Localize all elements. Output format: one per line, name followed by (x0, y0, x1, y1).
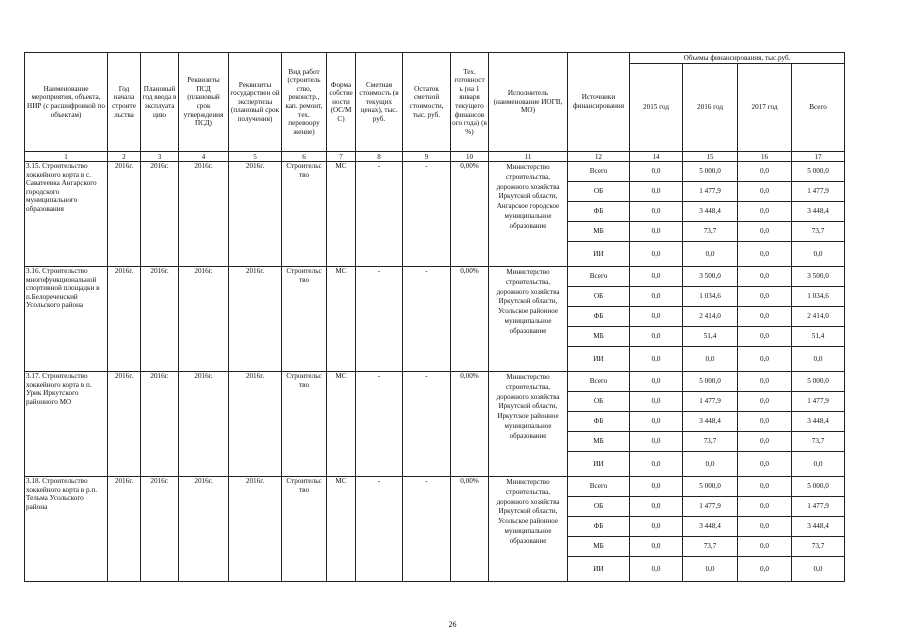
amount-total: 1 477,9 (792, 182, 845, 202)
funding-source: ФБ (568, 517, 630, 537)
amount-2016: 0,0 (683, 347, 738, 372)
column-number: 11 (489, 152, 568, 162)
amount-2016: 73,7 (683, 222, 738, 242)
item-work-type: Строительс тво (282, 162, 327, 267)
amount-total: 0,0 (792, 347, 845, 372)
amount-2017: 0,0 (738, 267, 792, 287)
page-number: 26 (448, 620, 457, 629)
item-estimated-cost: - (356, 477, 403, 582)
amount-2015: 0,0 (630, 557, 683, 582)
funding-source: ИИ (568, 452, 630, 477)
amount-2015: 0,0 (630, 497, 683, 517)
amount-2017: 0,0 (738, 222, 792, 242)
item-readiness: 0,00% (451, 477, 489, 582)
amount-2017: 0,0 (738, 372, 792, 392)
header-readiness: Тех. готовност ь (на 1 января текущего финансов ого года) (в %) (451, 53, 489, 152)
amount-total: 1 477,9 (792, 392, 845, 412)
column-number: 10 (451, 152, 489, 162)
item-psd: 2016г. (179, 267, 229, 372)
amount-total: 0,0 (792, 557, 845, 582)
amount-total: 2 414,0 (792, 307, 845, 327)
column-number: 12 (568, 152, 630, 162)
funding-source: Всего (568, 477, 630, 497)
amount-2015: 0,0 (630, 202, 683, 222)
column-number: 17 (792, 152, 845, 162)
item-start-year: 2016г. (108, 477, 141, 582)
amount-2017: 0,0 (738, 497, 792, 517)
funding-source: ОБ (568, 182, 630, 202)
item-work-type: Строительс тво (282, 267, 327, 372)
amount-2016: 1 477,9 (683, 182, 738, 202)
amount-2017: 0,0 (738, 537, 792, 557)
table-row (25, 477, 845, 497)
document-sheet (24, 52, 844, 582)
column-number: 15 (683, 152, 738, 162)
column-number: 2 (108, 152, 141, 162)
column-number: 9 (403, 152, 451, 162)
funding-source: МБ (568, 222, 630, 242)
header-estimated-cost: Сметная стоимость (в текущих ценах), тыс. руб. (356, 53, 403, 152)
item-remaining-cost: - (403, 162, 451, 267)
header-volumes: Объемы финансирования, тыс.руб. (630, 53, 845, 64)
amount-2017: 0,0 (738, 307, 792, 327)
amount-2015: 0,0 (630, 432, 683, 452)
column-number: 4 (179, 152, 229, 162)
amount-2015: 0,0 (630, 287, 683, 307)
funding-source: Всего (568, 162, 630, 182)
amount-2015: 0,0 (630, 327, 683, 347)
amount-total: 3 448,4 (792, 517, 845, 537)
amount-total: 73,7 (792, 432, 845, 452)
amount-2017: 0,0 (738, 517, 792, 537)
funding-source: Всего (568, 372, 630, 392)
funding-source: ОБ (568, 287, 630, 307)
header-executor: Исполнитель (наименование ИОГВ, МО) (489, 53, 568, 152)
item-estimated-cost: - (356, 162, 403, 267)
item-plan-year: 2016г. (141, 477, 179, 582)
item-psd: 2016г. (179, 162, 229, 267)
header-plan-year: Плановый год ввода в эксплуата цию (141, 53, 179, 152)
item-start-year: 2016г. (108, 372, 141, 477)
item-work-type: Строительс тво (282, 372, 327, 477)
amount-2016: 1 477,9 (683, 497, 738, 517)
funding-source: ФБ (568, 202, 630, 222)
funding-source: ИИ (568, 557, 630, 582)
amount-total: 3 500,0 (792, 267, 845, 287)
amount-2016: 5 000,0 (683, 372, 738, 392)
item-expertise: 2016г. (229, 267, 282, 372)
amount-total: 0,0 (792, 452, 845, 477)
amount-2016: 3 448,4 (683, 517, 738, 537)
item-executor: Министерство строительства, дорожного хозяйства Иркутской области, Усольское районное муниципальное образование (489, 267, 568, 372)
item-name: 3.17. Строительство хоккейного корта в п. Урик Иркутского районного МО (25, 372, 108, 477)
funding-source: МБ (568, 327, 630, 347)
amount-2017: 0,0 (738, 202, 792, 222)
amount-2017: 0,0 (738, 557, 792, 582)
item-plan-year: 2016г. (141, 162, 179, 267)
amount-2017: 0,0 (738, 162, 792, 182)
amount-total: 5 000,0 (792, 162, 845, 182)
amount-2015: 0,0 (630, 162, 683, 182)
amount-2017: 0,0 (738, 412, 792, 432)
amount-2017: 0,0 (738, 242, 792, 267)
amount-total: 3 448,4 (792, 412, 845, 432)
item-ownership: МС (327, 162, 356, 267)
column-number: 7 (327, 152, 356, 162)
funding-source: МБ (568, 432, 630, 452)
amount-2016: 3 500,0 (683, 267, 738, 287)
financing-table (24, 52, 845, 582)
amount-2017: 0,0 (738, 287, 792, 307)
column-number: 14 (630, 152, 683, 162)
amount-2015: 0,0 (630, 517, 683, 537)
amount-2017: 0,0 (738, 452, 792, 477)
header-psd: Реквизиты ПСД (плановый срок утверждения ПСД) (179, 53, 229, 152)
item-readiness: 0,00% (451, 162, 489, 267)
amount-total: 51,4 (792, 327, 845, 347)
header-start-year: Год начала строите льства (108, 53, 141, 152)
header-funding-source: Источники финансирования (568, 53, 630, 152)
funding-source: ИИ (568, 242, 630, 267)
amount-2017: 0,0 (738, 327, 792, 347)
amount-2016: 0,0 (683, 557, 738, 582)
amount-2017: 0,0 (738, 182, 792, 202)
item-readiness: 0,00% (451, 372, 489, 477)
item-expertise: 2016г. (229, 477, 282, 582)
amount-total: 0,0 (792, 242, 845, 267)
amount-2015: 0,0 (630, 452, 683, 477)
amount-2015: 0,0 (630, 372, 683, 392)
amount-2016: 2 414,0 (683, 307, 738, 327)
amount-2015: 0,0 (630, 267, 683, 287)
item-name: 3.15. Строительство хоккейного корта в с. Саватеевка Ангарского городского муниципального образования (25, 162, 108, 267)
funding-source: МБ (568, 537, 630, 557)
amount-2015: 0,0 (630, 222, 683, 242)
amount-2016: 3 448,4 (683, 202, 738, 222)
item-plan-year: 2016г. (141, 267, 179, 372)
amount-2015: 0,0 (630, 392, 683, 412)
amount-2015: 0,0 (630, 182, 683, 202)
item-expertise: 2016г. (229, 162, 282, 267)
amount-total: 1 034,6 (792, 287, 845, 307)
column-number: 6 (282, 152, 327, 162)
header-year-2017: 2017 год (738, 64, 792, 152)
amount-2017: 0,0 (738, 477, 792, 497)
amount-2017: 0,0 (738, 432, 792, 452)
item-executor: Министерство строительства, дорожного хозяйства Иркутской области, Иркутское районное муниципальное образование (489, 372, 568, 477)
amount-2015: 0,0 (630, 477, 683, 497)
item-remaining-cost: - (403, 372, 451, 477)
header-total: Всего (792, 64, 845, 152)
header-year-2015: 2015 год (630, 64, 683, 152)
amount-total: 3 448,4 (792, 202, 845, 222)
header-remaining-cost: Остаток сметной стоимости, тыс. руб. (403, 53, 451, 152)
amount-2016: 1 034,6 (683, 287, 738, 307)
amount-2016: 73,7 (683, 432, 738, 452)
header-work-type: Вид работ (строитель ство, реконстр., кап. ремонт, тех. перевоору жение) (282, 53, 327, 152)
funding-source: ФБ (568, 307, 630, 327)
table-row (25, 162, 845, 182)
column-number: 3 (141, 152, 179, 162)
header-expertise: Реквизиты государствен ой экспертизы (плановый срок получения) (229, 53, 282, 152)
column-number: 16 (738, 152, 792, 162)
amount-total: 5 000,0 (792, 477, 845, 497)
amount-total: 73,7 (792, 222, 845, 242)
amount-2016: 5 000,0 (683, 477, 738, 497)
funding-source: ОБ (568, 392, 630, 412)
item-ownership: МС (327, 372, 356, 477)
amount-2015: 0,0 (630, 537, 683, 557)
table-row (25, 267, 845, 287)
item-executor: Министерство строительства, дорожного хозяйства Иркутской области, Ангарское городское муниципальное образование (489, 162, 568, 267)
header-name: Наименование мероприятия, объекта, НИР (с расшифровкой по объектам) (25, 53, 108, 152)
item-expertise: 2016г. (229, 372, 282, 477)
funding-source: Всего (568, 267, 630, 287)
column-number: 8 (356, 152, 403, 162)
item-remaining-cost: - (403, 477, 451, 582)
item-name: 3.16. Строительство многофункциональной спортивной площадки в п.Белореченский Усольского района (25, 267, 108, 372)
item-psd: 2016г. (179, 372, 229, 477)
header-ownership: Форма собстве ности (ОС/М С) (327, 53, 356, 152)
amount-2015: 0,0 (630, 412, 683, 432)
amount-2016: 51,4 (683, 327, 738, 347)
amount-2016: 73,7 (683, 537, 738, 557)
amount-total: 1 477,9 (792, 497, 845, 517)
funding-source: ФБ (568, 412, 630, 432)
item-remaining-cost: - (403, 267, 451, 372)
item-estimated-cost: - (356, 372, 403, 477)
item-work-type: Строительс тво (282, 477, 327, 582)
item-readiness: 0,00% (451, 267, 489, 372)
item-name: 3.18. Строительство хоккейного корта в р.п. Тельма Усольского района (25, 477, 108, 582)
amount-2017: 0,0 (738, 347, 792, 372)
column-number: 1 (25, 152, 108, 162)
amount-total: 5 000,0 (792, 372, 845, 392)
amount-2016: 5 000,0 (683, 162, 738, 182)
item-psd: 2016г. (179, 477, 229, 582)
amount-2016: 0,0 (683, 242, 738, 267)
amount-2015: 0,0 (630, 242, 683, 267)
item-executor: Министерство строительства, дорожного хозяйства Иркутской области, Усольское районное муниципальное образование (489, 477, 568, 582)
amount-2016: 3 448,4 (683, 412, 738, 432)
amount-2015: 0,0 (630, 307, 683, 327)
item-start-year: 2016г. (108, 162, 141, 267)
amount-2016: 0,0 (683, 452, 738, 477)
amount-2017: 0,0 (738, 392, 792, 412)
column-numbers-row (25, 152, 845, 162)
item-plan-year: 2016г. (141, 372, 179, 477)
item-start-year: 2016г. (108, 267, 141, 372)
item-ownership: МС (327, 477, 356, 582)
header-year-2016: 2016 год (683, 64, 738, 152)
column-number: 5 (229, 152, 282, 162)
table-body (25, 162, 845, 582)
table-row (25, 372, 845, 392)
item-estimated-cost: - (356, 267, 403, 372)
amount-2015: 0,0 (630, 347, 683, 372)
item-ownership: МС (327, 267, 356, 372)
funding-source: ОБ (568, 497, 630, 517)
amount-total: 73,7 (792, 537, 845, 557)
amount-2016: 1 477,9 (683, 392, 738, 412)
funding-source: ИИ (568, 347, 630, 372)
